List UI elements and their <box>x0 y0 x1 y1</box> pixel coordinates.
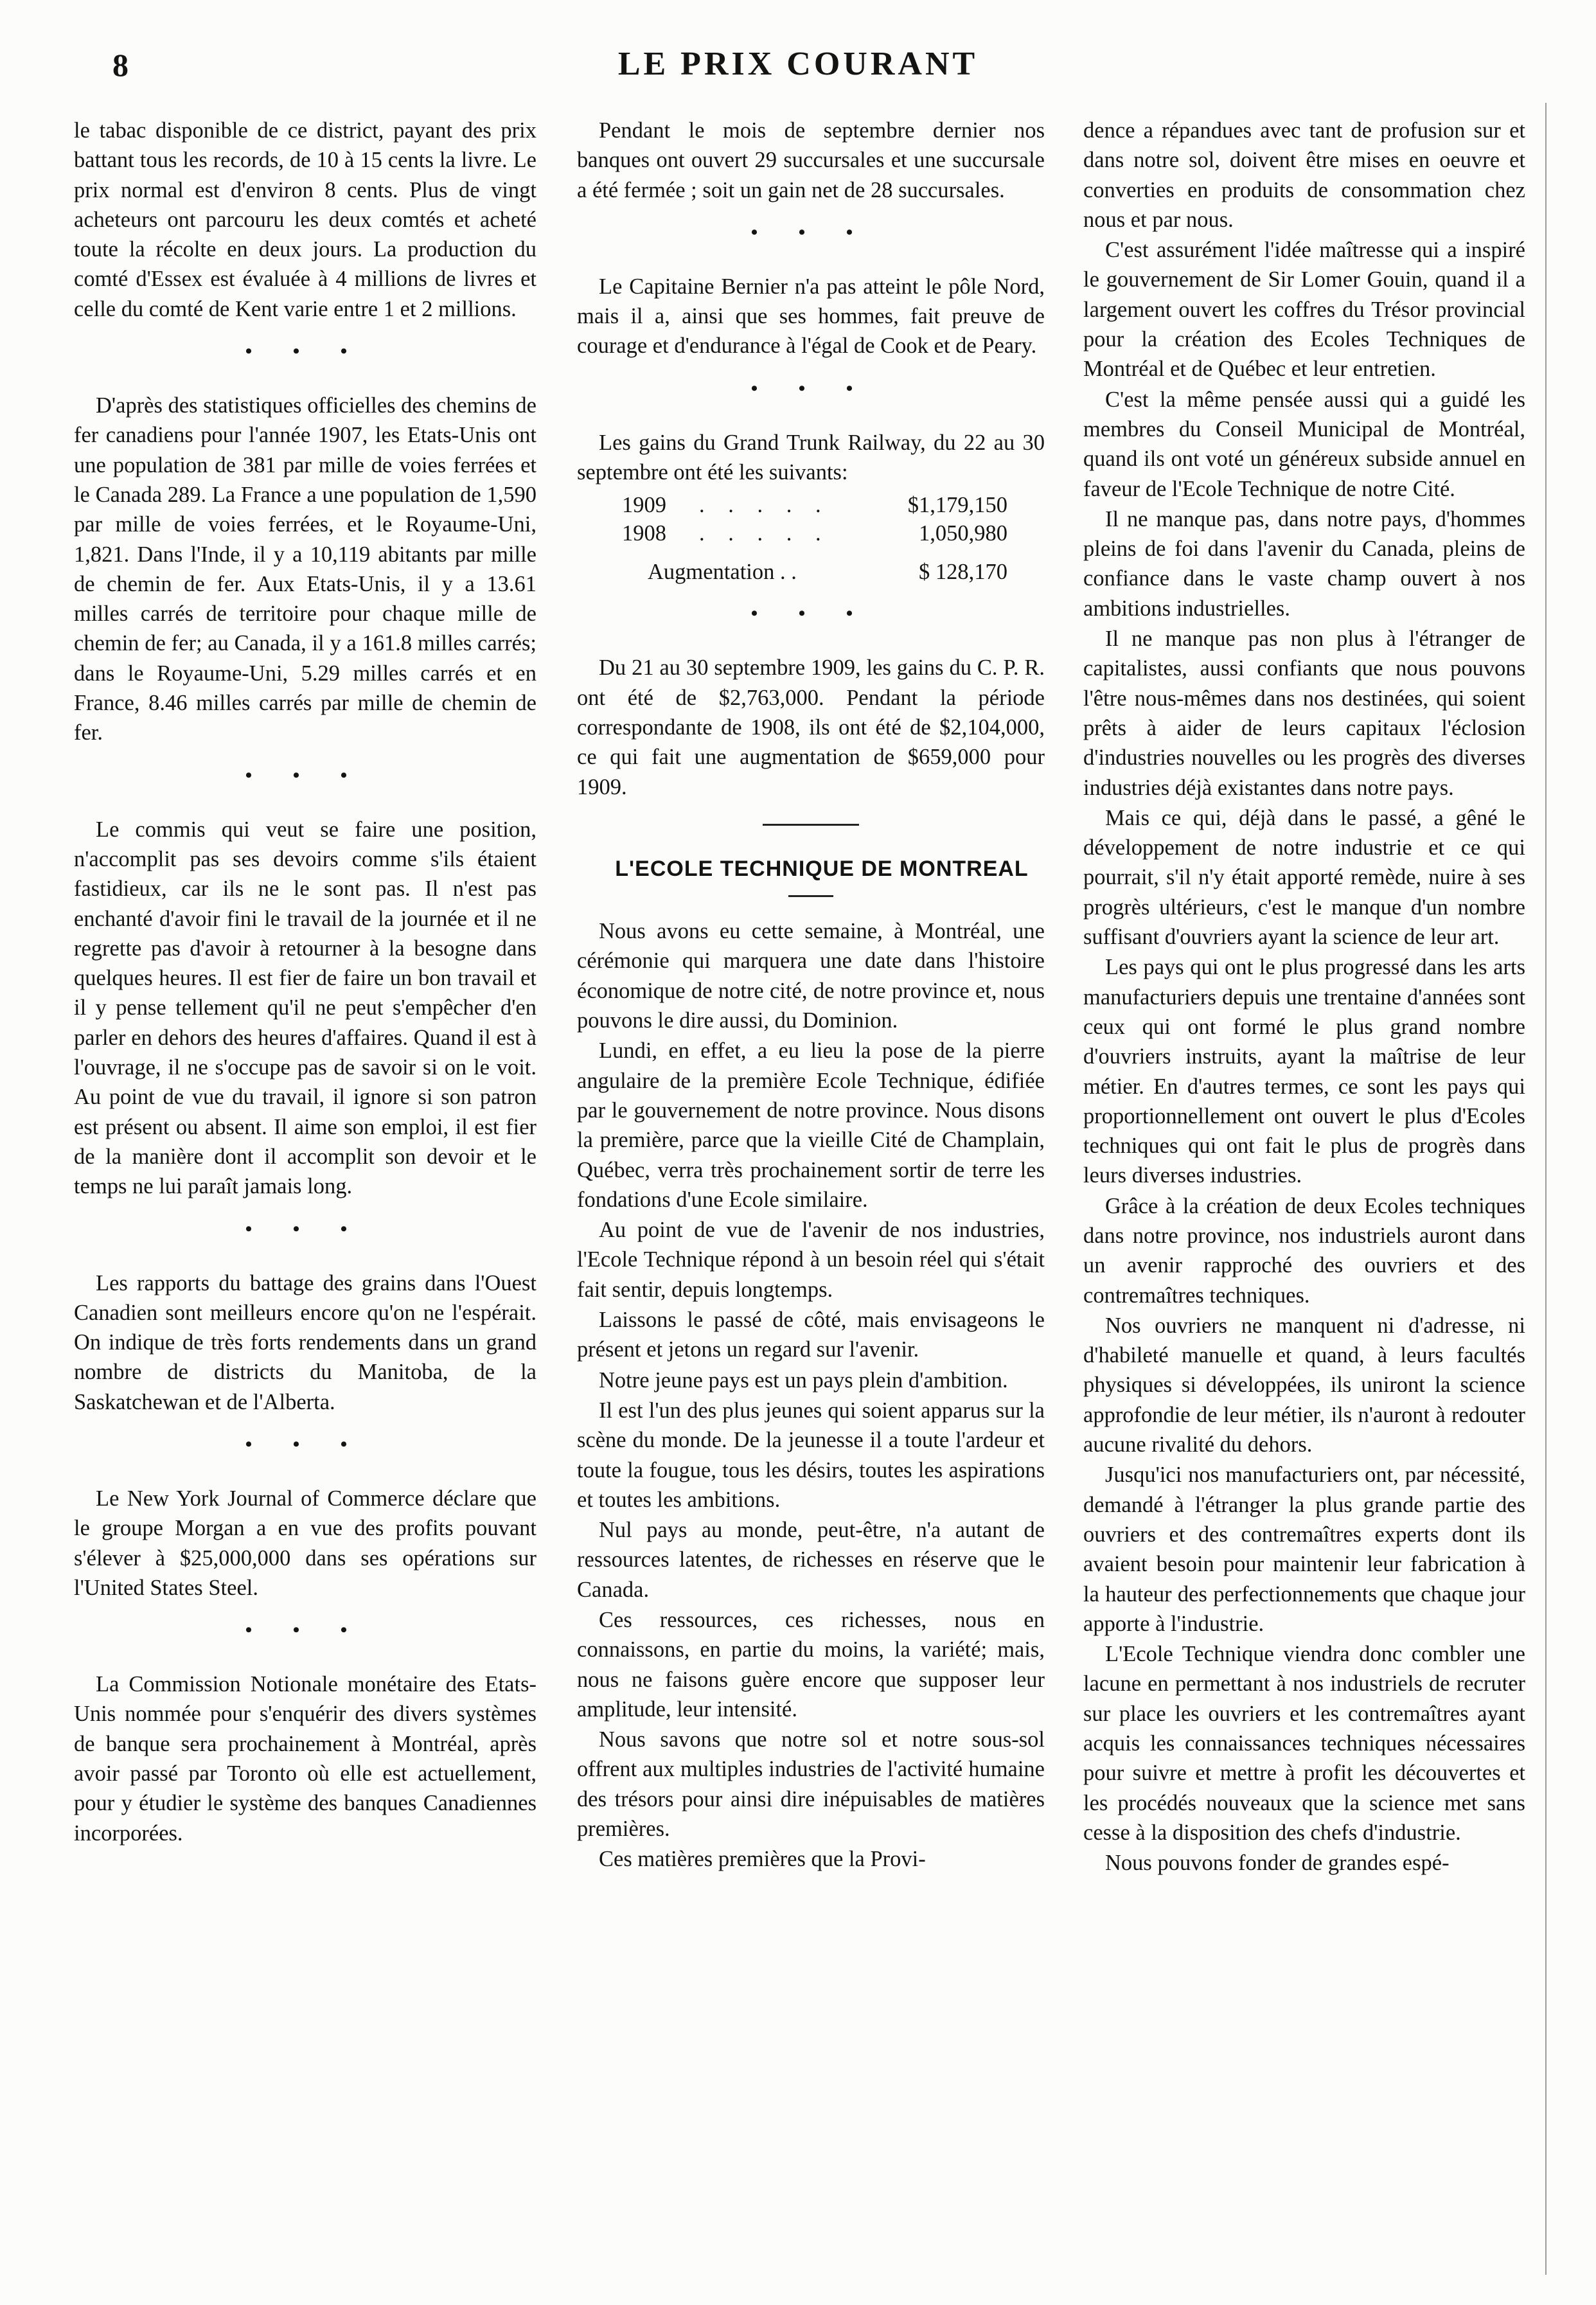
section-rule <box>763 824 859 826</box>
article-text: Ces ressources, ces richesses, nous en connaissons, en partie du moins, la variété; mais, nous ne faisons guère encore que supposer leur amplitude, leur intensité. <box>577 1607 1045 1722</box>
article-text: L'Ecole Technique viendra donc combler une lacune en permettant à nos industriels de recruter sur place les ouvriers et les contremaîtres ayant acquis les connaissances techniques nécessaires pour suivre et mettre à profit les découvertes et les procédés nouveaux que la science met sans cesse à la disposition des chefs d'industrie. <box>1083 1642 1525 1845</box>
article-text: Nul pays au monde, peut-être, n'a autant de ressources latentes, de richesses en réserve que le Canada. <box>577 1518 1045 1602</box>
gains-row <box>622 491 1007 519</box>
article-text: Le New York Journal of Commerce déclare que le groupe Morgan a en vue des profits pouvant s'élever à $25,000,000 dans ses opérations sur l'United States Steel. <box>74 1486 536 1600</box>
article-text: C'est la même pensée aussi qui a guidé les membres du Conseil Municipal de Montréal, quand ils ont voté un généreux subside annuel en faveur de l'Ecole Technique de notre Cité. <box>1083 387 1525 501</box>
section-separator: • • • <box>245 1619 366 1641</box>
page-header <box>0 39 1596 90</box>
article-text: Nous avons eu cette semaine, à Montréal, une cérémonie qui marquera une date dans l'histoire économique de notre cité, de notre province et, nous pouvons le dire aussi, du Dominion. <box>577 919 1045 1033</box>
gains-total-row <box>622 547 1007 586</box>
article-text: Du 21 au 30 septembre 1909, les gains du C. P. R. ont été de $2,763,000. Pendant la période correspondante de 1908, ils ont été de $2,104,000, ce qui fait une augmentation de $659,000 pour 1909. <box>577 655 1045 799</box>
page-title: LE PRIX COURANT <box>617 46 979 82</box>
article-text: dence a répandues avec tant de profusion sur et dans notre sol, doivent être mises en oeuvre et converties en produits de consommation chez nous et par nous. <box>1083 118 1525 232</box>
section-separator: • • • <box>245 1433 366 1455</box>
article-text: Notre jeune pays est un pays plein d'ambition. <box>599 1367 1008 1393</box>
section-separator: • • • <box>750 377 871 399</box>
article-text: Le commis qui veut se faire une position, n'accomplit pas ses devoirs comme s'ils étaient fastidieux, car ils ne le sont pas. Il n'est pas enchanté d'avoir fini le travail de la journée et il ne regrette pas d'avoir à retourner à la besogne dans quelques heures. Il est fier de faire un bon travail et il y pense tellement qu'il ne peut s'empêcher d'en parler en dehors des heures d'affaires. Quand il est à l'ouvrage, il ne s'occupe pas de savoir si on le voit. Au point de vue du travail, il ignore si son patron est présent ou absent. Il aime son emploi, il est fier de la manière dont il accomplit son devoir et le temps ne lui paraît jamais long. <box>74 817 536 1199</box>
article-text: Il ne manque pas, dans notre pays, d'hommes pleins de foi dans l'avenir du Canada, pleins de confiance dans le vaste champ ouvert à nos ambitions industrielles. <box>1083 506 1525 621</box>
article-text: Laissons le passé de côté, mais envisageons le présent et jetons un regard sur l'avenir. <box>577 1308 1045 1362</box>
gains-value: 1,050,980 <box>919 521 1007 546</box>
article-text: C'est assurément l'idée maîtresse qui a inspiré le gouvernement de Sir Lomer Gouin, quand il a largement ouvert les coffres du Trésor provincial pour la création des Ecoles Techniques de Montréal et de Québec et leur entretien. <box>1083 238 1525 382</box>
article-text: La Commission Notionale monétaire des Etats-Unis nommée pour s'enquérir des divers systèmes de banque sera prochainement à Montréal, après avoir passé par Toronto où elle est actuellement, pour y étudier le système des banques Canadiennes incorporées. <box>74 1672 536 1846</box>
article-text: Les gains du Grand Trunk Railway, du 22 au 30 septembre ont été les suivants: <box>577 430 1045 485</box>
article-text: Au point de vue de l'avenir de nos industries, l'Ecole Technique répond à un besoin réel qui s'était fait sentir, depuis longtemps. <box>577 1218 1045 1302</box>
gains-total-label: Augmentation . . <box>648 560 797 585</box>
article-text: Mais ce qui, déjà dans le passé, a gêné le développement de notre industrie et ce qui pourrait, s'il n'y était apporté remède, nuire à ses progrès ultérieurs, c'est le manque d'un nombre suffisant d'ouvriers ayant la science de leur art. <box>1083 805 1525 950</box>
article-text: Les pays qui ont le plus progressé dans les arts manufacturiers depuis une trentaine d'années sont ceux qui ont formé le plus grand nombre d'ouvriers instruits, ayant la maîtrise de leur métier. En d'autres termes, ce sont les pays qui proportionnellement ont ouvert le plus d'Ecoles techniques qui ont fait le plus de progrès dans leurs diverses industries. <box>1083 955 1525 1188</box>
article-text: Nous pouvons fonder de grandes espé- <box>1105 1851 1450 1876</box>
article-text: Le Capitaine Bernier n'a pas atteint le pôle Nord, mais il a, ainsi que ses hommes, fait preuve de courage et d'endurance à l'égal de Cook et de Peary. <box>577 274 1045 359</box>
column-left <box>74 116 536 1848</box>
article-text: Les rapports du battage des grains dans l'Ouest Canadien sont meilleurs encore qu'on ne l'espérait. On indique de très forts rendements dans un grand nombre de districts du Manitoba, de la Saskatchewan et de l'Alberta. <box>74 1270 536 1414</box>
article-text: Jusqu'ici nos manufacturiers ont, par nécessité, demandé à l'étranger la plus grande partie des ouvriers et des contremaîtres experts dont ils avaient besoin pour maintenir leur fabrication à la hauteur des perfectionnements que chaque jour apporte à l'industrie. <box>1083 1463 1525 1636</box>
article-heading: L'ECOLE TECHNIQUE DE MONTREAL <box>615 856 1029 881</box>
section-separator: • • • <box>245 1218 366 1240</box>
page-number: 8 <box>112 47 129 83</box>
gains-total-value: $ 128,170 <box>919 560 1007 585</box>
article-text: Nos ouvriers ne manquent ni d'adresse, ni d'habileté manuelle et quand, à leurs facultés physiques si développées, ils uniront la science approfondie de leur métier, ils n'auront à redouter aucune rivalité du dehors. <box>1083 1313 1525 1457</box>
page-edge-line <box>1545 103 1547 2275</box>
article-text: Il est l'un des plus jeunes qui soient apparus sur la scène du monde. De la jeunesse il a toute l'ardeur et toute la fougue, tous les désirs, toutes les aspirations et toutes les ambitions. <box>577 1398 1045 1512</box>
article-text: D'après des statistiques officielles des chemins de fer canadiens pour l'année 1907, les Etats-Unis ont une population de 381 par mille de voies ferrées et le Canada 289. La France a une population de 1,590 par mille de voies ferrées, et le Royaume-Uni, 1,821. Dans l'Inde, il y a 10,119 abitants par mille de chemin de fer. Aux Etats-Unis, il y a 13.61 milles carrés de territoire pour chaque mille de chemin de fer; au Canada, il y a 161.8 milles carrés; dans le Royaume-Uni, 5.29 milles carrés et en France, 8.46 milles carrés par mille de chemin de fer. <box>74 393 536 745</box>
gains-year: 1909 <box>622 493 666 518</box>
leader-dots: . . . . . <box>699 521 830 546</box>
gains-value: $1,179,150 <box>907 493 1007 518</box>
section-separator: • • • <box>245 764 366 786</box>
section-separator: • • • <box>750 221 871 243</box>
article-text: Lundi, en effet, a eu lieu la pose de la pierre angulaire de la première Ecole Technique, édifiée par le gouvernement de notre province. Nous disons la première, parce que la vieille Cité de Champlain, Québec, verra très prochainement sortir de terre les fondations d'une Ecole similaire. <box>577 1038 1045 1212</box>
article-text: le tabac disponible de ce district, payant des prix battant tous les records, de 10 à 15 cents la livre. Le prix normal est d'environ 8 cents. Plus de vingt acheteurs ont parcouru les deux comtés et acheté toute la récolte en deux jours. La production du comté d'Essex est évaluée à 4 millions de livres et celle du comté de Kent varie entre 1 et 2 millions. <box>74 118 536 321</box>
article-text: Grâce à la création de deux Ecoles techniques dans notre province, nos industriels auront dans un avenir rapproché des ouvriers et des contremaîtres techniques. <box>1083 1193 1525 1308</box>
section-separator: • • • <box>245 341 366 362</box>
leader-dots: . . . . . <box>699 493 830 518</box>
heading-rule <box>788 895 833 897</box>
article-text: Pendant le mois de septembre dernier nos banques ont ouvert 29 succursales et une succursale a été fermée ; soit un gain net de 28 succursales. <box>577 118 1045 202</box>
article-text: Nous savons que notre sol et notre sous-sol offrent aux multiples industries de l'activité humaine des trésors pour ainsi dire inépuisables de matières premières. <box>577 1727 1045 1842</box>
gains-year: 1908 <box>622 521 666 546</box>
column-middle <box>577 116 1045 1874</box>
article-text: Ces matières premières que la Provi- <box>599 1847 926 1872</box>
gains-row <box>622 519 1007 547</box>
section-separator: • • • <box>750 603 871 625</box>
column-right <box>1083 116 1525 1878</box>
article-text: Il ne manque pas non plus à l'étranger de capitalistes, aussi confiants que nous pouvons l'être nous-mêmes dans nos destinées, qui soient prêts à aider de leurs capitaux l'éclosion d'industries nouvelles ou les progrès des diverses industries déjà existantes dans notre pays. <box>1083 627 1525 800</box>
gains-table <box>622 491 1007 586</box>
